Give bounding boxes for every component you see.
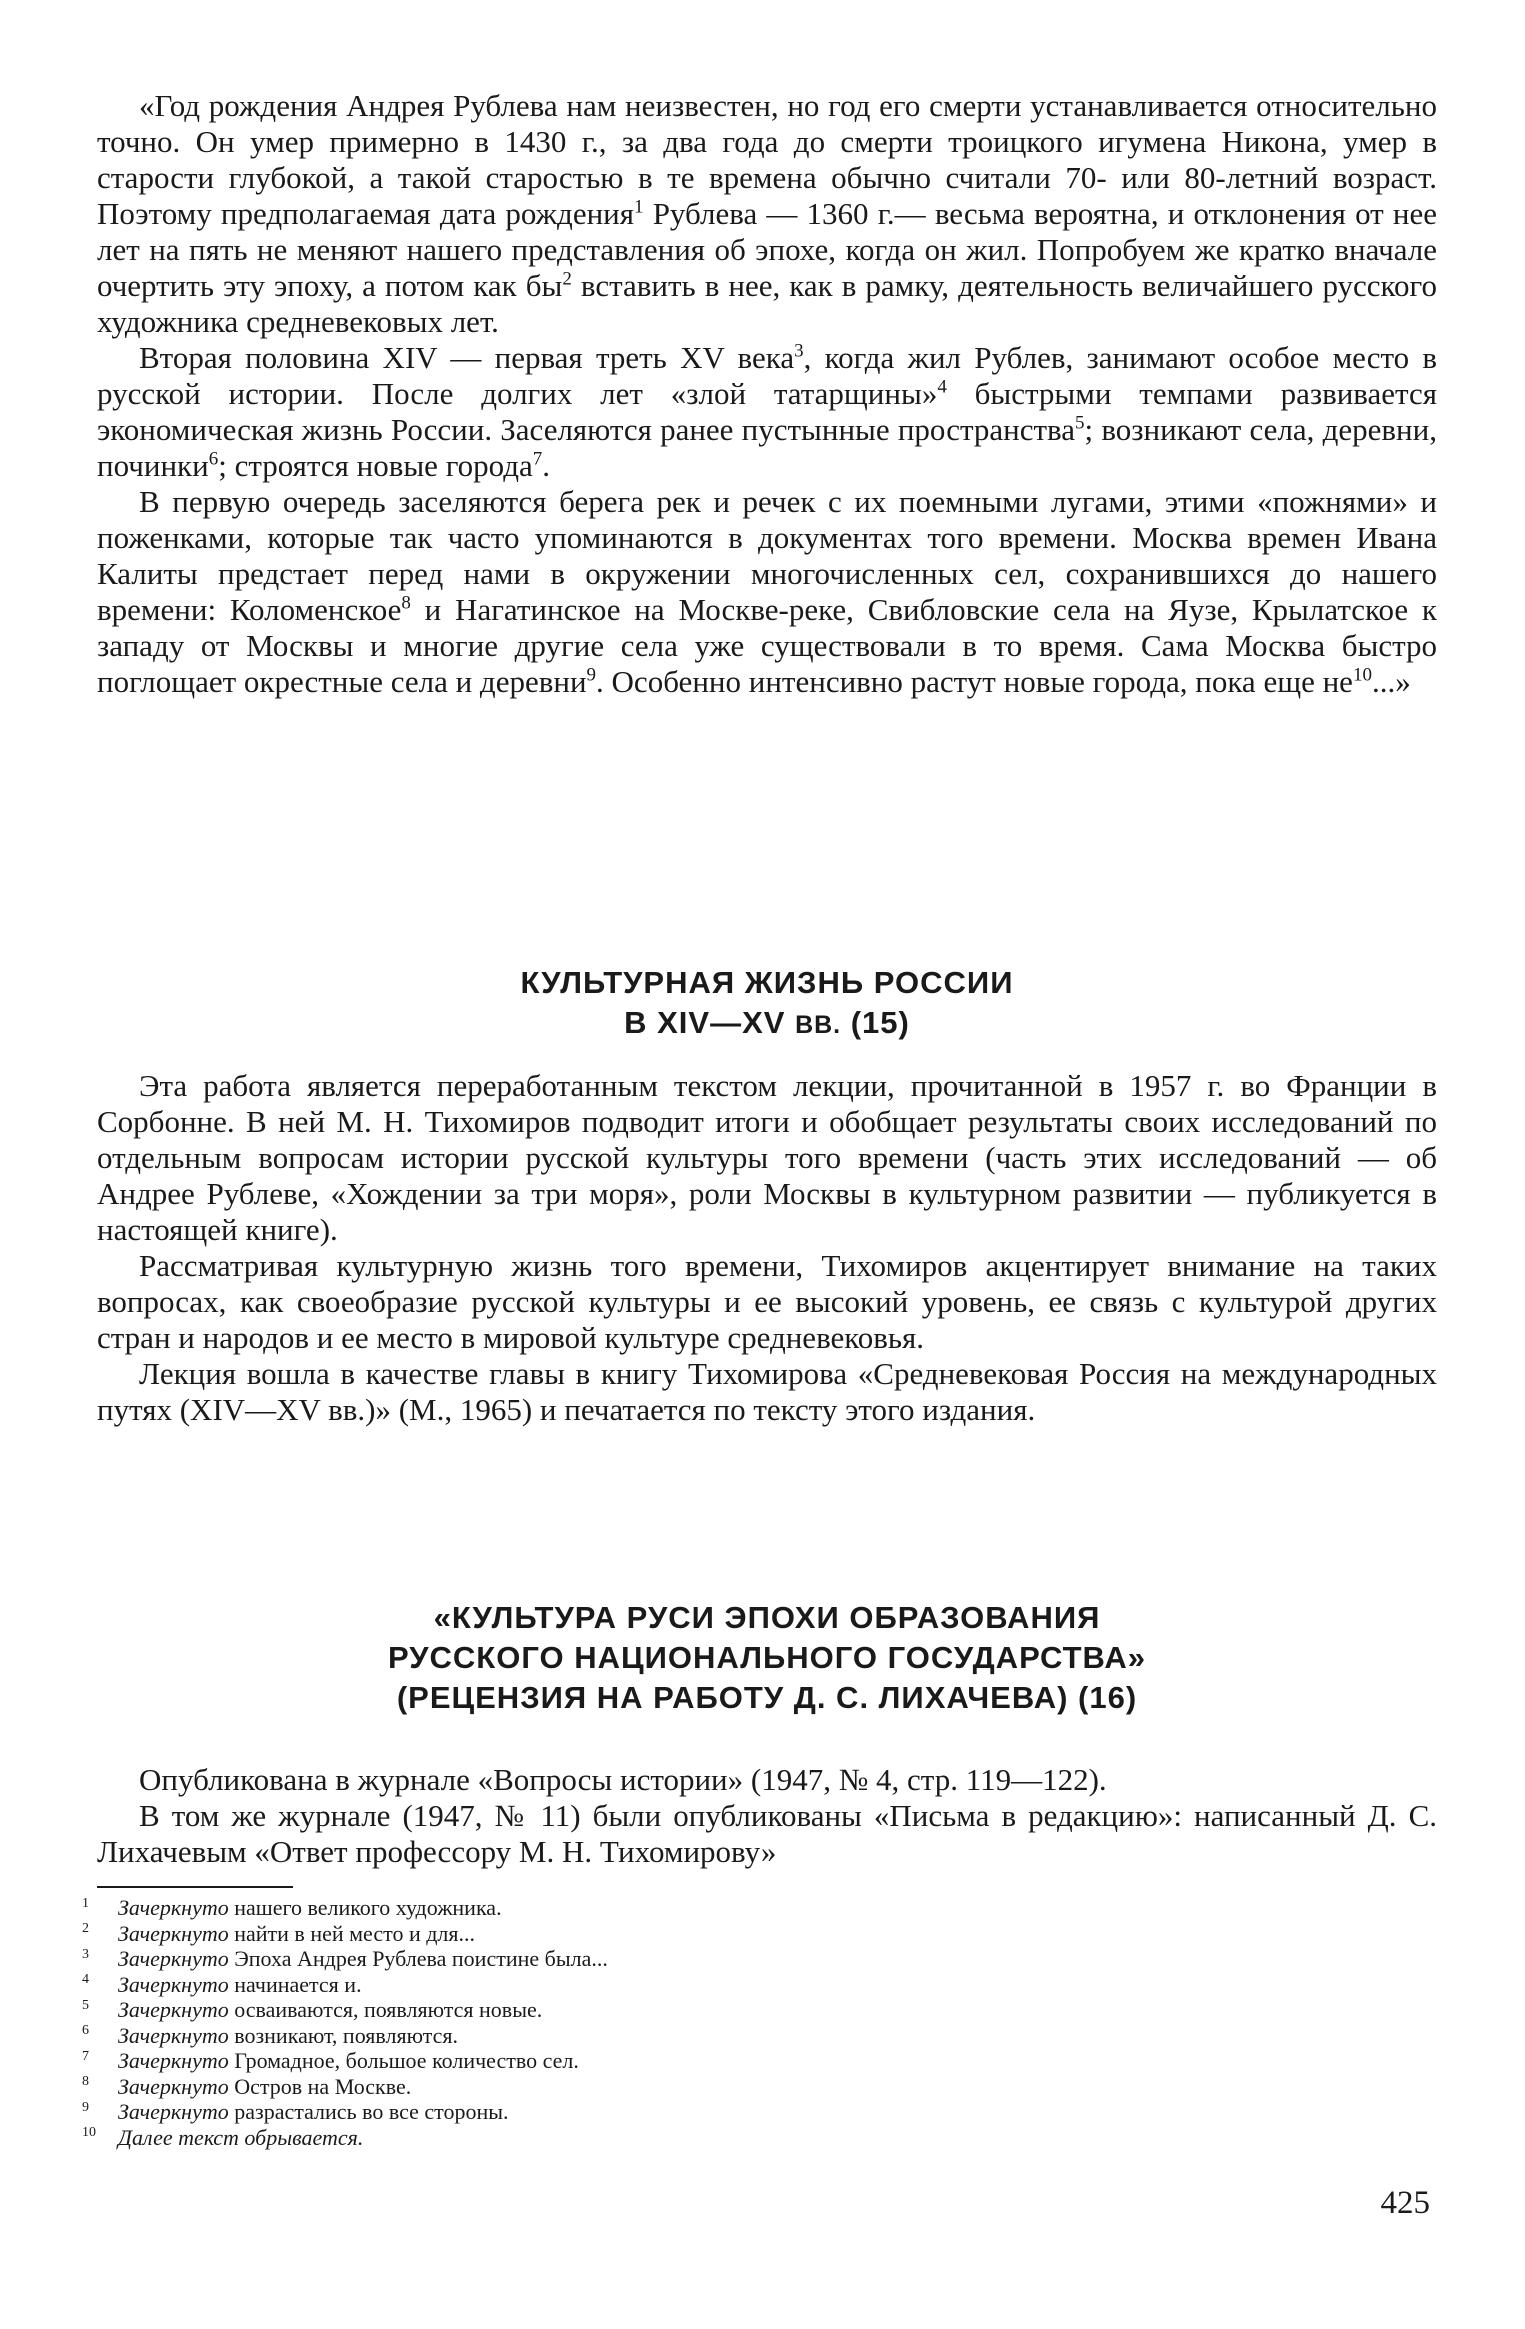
quote-text: ...» — [1371, 664, 1411, 699]
section-15-heading-line1: КУЛЬТУРНАЯ ЖИЗНЬ РОССИИ — [520, 965, 1014, 1000]
footnote-ref: 9 — [586, 664, 597, 686]
section-16-heading-line: (РЕЦЕНЗИЯ НА РАБОТУ Д. С. ЛИХАЧЕВА) (16) — [396, 1680, 1138, 1715]
section-15-paragraph: Лекция вошла в качестве главы в книгу Тихомирова «Средневековая Россия на международных путях (XIV—XV вв.)» (М., 1965) и печатается по тексту этого издания. — [97, 1356, 1437, 1427]
footnote-ref: 5 — [1075, 412, 1085, 434]
quote-paragraph — [97, 88, 1437, 340]
footnote-label: Зачеркнуто — [118, 1971, 229, 1997]
section-15-heading-line2-post: (15) — [841, 1005, 910, 1040]
section-16-heading-line: «КУЛЬТУРА РУСИ ЭПОХИ ОБРАЗОВАНИЯ — [433, 1600, 1101, 1635]
footnote-ref: 10 — [1352, 664, 1372, 686]
quote-text: . Особенно интенсивно растут новые города, пока еще не — [596, 664, 1353, 699]
footnote-ref: 7 — [532, 448, 543, 470]
footnote-item: 8 Зачеркнуто Остров на Москве. — [82, 2073, 412, 2099]
section-15-paragraph: Эта работа является переработанным текстом лекции, прочитанной в 1957 г. во Франции в Сорбонне. В ней М. Н. Тихомиров подводит итоги и обобщает результаты своих исследований по отдельным вопросам истории русской культуры того времени (часть этих исследований — об Андрее Рублеве, «Хождении за три моря», роли Москвы в культурном развитии — публикуется в настоящей книге). — [97, 1068, 1437, 1247]
quote-text: , когда жил Рублев, занимают особое место в русской истории. После долгих лет «злой татарщины» — [97, 340, 1437, 411]
footnote-divider — [97, 1886, 293, 1888]
footnote-ref: 2 — [562, 268, 572, 290]
footnotes-list — [82, 1895, 1422, 2150]
footnote-label: Зачеркнуто — [118, 2048, 229, 2073]
section-16-heading — [97, 1598, 1437, 1718]
footnote-item: 1 Зачеркнуто нашего великого художника. — [82, 1895, 502, 1920]
quote-text: быстрыми темпами развивается экономическая жизнь России. Заселяются ранее пустынные пространства — [97, 376, 1437, 447]
footnote-text: осваиваются, появляются новые. — [228, 1997, 543, 2022]
footnote-ref: 8 — [401, 592, 411, 614]
section-16-heading-line: РУССКОГО НАЦИОНАЛЬНОГО ГОСУДАРСТВА» — [387, 1640, 1146, 1675]
rublev-quote-block — [97, 88, 1437, 700]
footnote-text: найти в ней место и для... — [228, 1920, 476, 1946]
footnote-item: 9 Зачеркнуто разрастались во все стороны. — [82, 2099, 509, 2124]
footnote-label: Зачеркнуто — [118, 2099, 229, 2124]
footnote-item: 6 Зачеркнуто возникают, появляются. — [82, 2022, 459, 2048]
section-15-paragraph: Рассматривая культурную жизнь того времени, Тихомиров акцентирует внимание на таких вопросах, как своеобразие русской культуры и ее высокий уровень, ее связь с культурой других стран и народов и ее место в мировой культуре средневековья. — [97, 1248, 1437, 1355]
quote-text: В первую очередь заселяются берега рек и речек с их поемными лугами, этими «пожнями» и поженками, которые так часто упоминаются в документах того времени. Москва времен Ивана Калиты предстает перед нами в окружении многочисленных сел, сохранившихся до нашего времени: Коломенское — [97, 484, 1437, 627]
footnote-text: нашего великого художника. — [228, 1895, 502, 1920]
quote-text: ; возникают села, деревни, починки — [97, 412, 1437, 483]
quote-text: и Нагатинское на Москве-реке, Свибловские села на Яузе, Крылатское к западу от Москвы и многие другие села уже существовали в то время. Сама Москва быстро поглощает окрестные села и деревни — [97, 592, 1437, 699]
section-15-heading-abbr: ВВ. — [795, 1011, 842, 1039]
footnote-label: Зачеркнуто — [118, 2073, 229, 2099]
section-16-commentary — [97, 1762, 1437, 1870]
quote-text: вставить в нее, как в рамку, деятельность величайшего русского художника средневековых лет. — [97, 268, 1437, 339]
footnote-text: Остров на Москве. — [228, 2073, 412, 2099]
footnote-item: 7 Зачеркнуто Громадное, большое количество сел. — [82, 2048, 579, 2073]
footnote-item: 5 Зачеркнуто осваиваются, появляются новые. — [82, 1997, 543, 2022]
footnote-item: 2 Зачеркнуто найти в ней место и для... — [82, 1920, 476, 1946]
section-15-heading — [97, 963, 1437, 1045]
section-16-paragraph: Опубликована в журнале «Вопросы истории» (1947, № 4, стр. 119—122). — [139, 1762, 1107, 1797]
section-15-heading-line2 — [97, 1003, 1437, 1045]
footnote-text: начинается и. — [228, 1971, 362, 1997]
quote-paragraph — [97, 340, 1437, 484]
quote-text: . — [542, 448, 551, 483]
section-16-paragraph: В том же журнале (1947, № 11) были опубликованы «Письма в редакцию»: написанный Д. С. Лихачевым «Ответ профессору М. Н. Тихомирову» — [97, 1798, 1437, 1869]
footnote-label: Зачеркнуто — [118, 2022, 229, 2048]
quote-text: Вторая половина XIV — первая треть XV века — [139, 340, 795, 375]
footnote-text: разрастались во все стороны. — [228, 2099, 509, 2124]
quote-text: Рублева — 1360 г.— весьма вероятна, и отклонения от нее лет на пять не меняют нашего представления об эпохе, когда он жил. Попробуем же кратко вначале очертить эту эпоху, а потом как бы — [97, 196, 1437, 303]
footnote-item: 10 Далее текст обрывается. — [82, 2124, 364, 2150]
quote-text: «Год рождения Андрея Рублева нам неизвестен, но год его смерти устанавливается относительно точно. Он умер примерно в 1430 г., за два года до смерти троицкого игумена Никона, умер в старости глубокой, а такой старостью в те времена обычно считали 70- или 80-летний возраст. Поэтому предполагаемая дата рождения — [97, 88, 1437, 231]
footnote-text: возникают, появляются. — [228, 2022, 459, 2048]
quote-text: ; строятся новые города — [218, 448, 533, 483]
page-number: 425 — [1380, 2185, 1430, 2221]
footnote-ref: 6 — [208, 448, 219, 470]
footnote-text: Громадное, большое количество сел. — [228, 2048, 579, 2073]
footnote-label: Зачеркнуто — [118, 1997, 229, 2022]
footnote-ref: 3 — [794, 340, 804, 362]
footnote-label: Зачеркнуто — [118, 1920, 229, 1946]
footnote-label: Далее текст обрывается. — [118, 2124, 364, 2150]
quote-paragraph — [97, 484, 1437, 700]
footnote-label: Зачеркнуто — [118, 1895, 229, 1920]
footnote-item: 4 Зачеркнуто начинается и. — [82, 1971, 362, 1997]
section-15-commentary — [97, 1068, 1437, 1428]
footnote-label: Зачеркнуто — [118, 1946, 229, 1971]
footnote-text: Эпоха Андрея Рублева поистине была... — [228, 1946, 608, 1971]
footnote-ref: 4 — [937, 376, 947, 398]
footnote-item: 3 Зачеркнуто Эпоха Андрея Рублева поистине была... — [82, 1946, 608, 1971]
footnote-ref: 1 — [634, 196, 644, 218]
section-15-heading-line2-pre: В XIV—XV — [624, 1005, 796, 1040]
